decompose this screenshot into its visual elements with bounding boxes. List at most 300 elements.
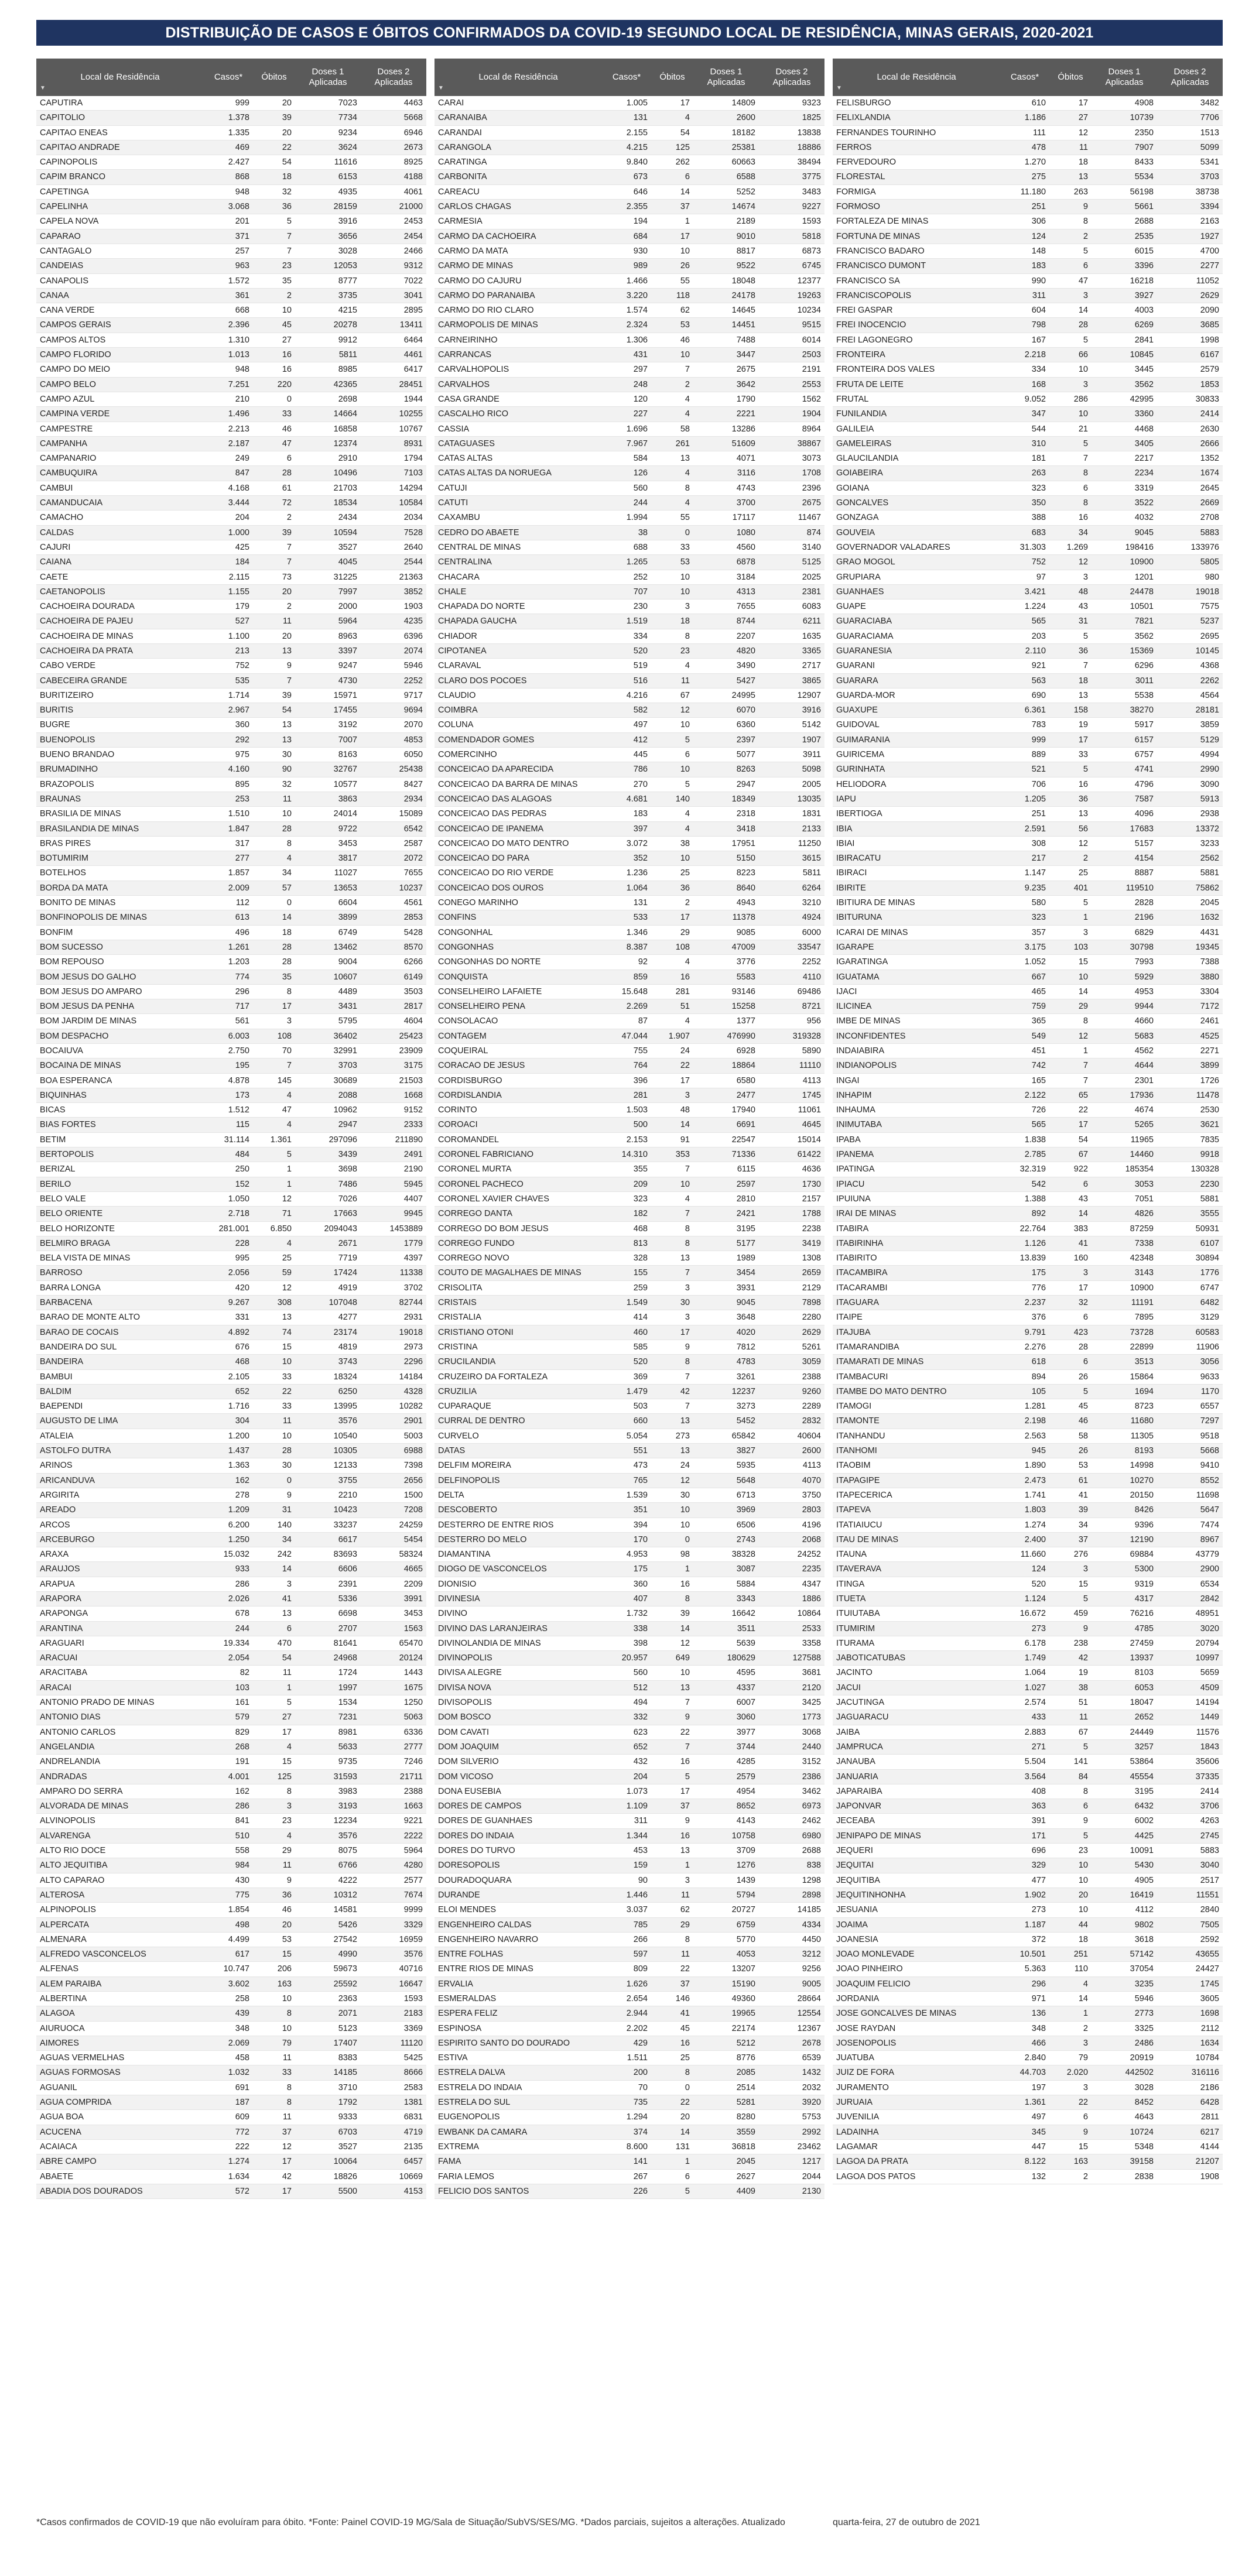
table-row [36, 1355, 426, 1369]
dose1-value: 14645 [693, 303, 759, 318]
deaths-value: 13 [1049, 807, 1092, 821]
header-dose2[interactable]: Doses 2 Aplicadas [759, 59, 824, 96]
dose2-value: 15089 [361, 807, 426, 821]
cases-value: 275 [1000, 170, 1049, 184]
table-row [36, 1606, 426, 1621]
deaths-value: 9 [651, 1340, 693, 1354]
municipality-name: ITABIRITO [833, 1251, 1000, 1266]
table-row [435, 111, 824, 125]
dose1-value: 49360 [693, 1992, 759, 2006]
municipality-name: CONGONHAS [435, 940, 602, 954]
table-row [435, 584, 824, 599]
table-row [435, 1296, 824, 1310]
cases-value: 3.037 [602, 1903, 651, 1917]
municipality-name: BONFIM [36, 925, 204, 940]
deaths-value: 59 [253, 1266, 295, 1280]
cases-value: 38 [602, 525, 651, 540]
table-row [435, 1059, 824, 1073]
dose2-value: 2629 [1157, 288, 1223, 303]
table-row [36, 303, 426, 318]
dose2-value: 82744 [361, 1296, 426, 1310]
table-row [36, 184, 426, 199]
municipality-name: FORTALEZA DE MINAS [833, 214, 1000, 229]
cases-value: 2.785 [1000, 1147, 1049, 1162]
table-row [435, 407, 824, 422]
municipality-name: CARMESIA [435, 214, 602, 229]
dose1-value: 6766 [295, 1858, 361, 1873]
deaths-value: 36 [253, 1888, 295, 1902]
cases-value: 563 [1000, 673, 1049, 688]
dose1-value: 1377 [693, 1014, 759, 1029]
table-row [833, 1118, 1223, 1132]
table-row [435, 673, 824, 688]
deaths-value: 39 [1049, 1503, 1092, 1517]
dose1-value: 6002 [1092, 1814, 1157, 1828]
dose2-value: 1562 [759, 392, 824, 406]
dose2-value: 43779 [1157, 1547, 1223, 1562]
municipality-name: JEQUERI [833, 1844, 1000, 1858]
municipality-name: DOM CAVATI [435, 1725, 602, 1739]
dose2-value: 2414 [1157, 1784, 1223, 1799]
dose2-value: 61422 [759, 1147, 824, 1162]
cases-value: 2.750 [204, 1044, 253, 1059]
cases-value: 203 [1000, 629, 1049, 643]
deaths-value: 4 [651, 1191, 693, 1206]
municipality-name: BANDEIRA DO SUL [36, 1340, 204, 1354]
table-row [36, 525, 426, 540]
dose1-value: 7821 [1092, 614, 1157, 629]
table-row [36, 732, 426, 747]
municipality-name: CORREGO DANTA [435, 1207, 602, 1221]
cases-value: 363 [1000, 1799, 1049, 1814]
deaths-value: 5 [1049, 244, 1092, 258]
dose1-value: 3319 [1092, 481, 1157, 495]
cases-value: 2.400 [1000, 1532, 1049, 1547]
table-row [36, 318, 426, 333]
dose1-value: 5336 [295, 1591, 361, 1606]
dose2-value: 3041 [361, 288, 426, 303]
dose1-value: 3817 [295, 851, 361, 866]
header-local[interactable]: ▼ Local de Residência [833, 59, 1000, 96]
dose2-value: 10237 [361, 881, 426, 895]
cases-value: 311 [602, 1814, 651, 1828]
cases-value: 660 [602, 1414, 651, 1429]
cases-value: 585 [602, 1340, 651, 1354]
cases-value: 597 [602, 1947, 651, 1962]
cases-value: 2.654 [602, 1992, 651, 2006]
cases-value: 1.539 [602, 1488, 651, 1502]
dose1-value: 3522 [1092, 496, 1157, 511]
table-row [36, 2110, 426, 2125]
dose2-value: 5890 [759, 1044, 824, 1059]
municipality-name: GUIMARANIA [833, 732, 1000, 747]
dose1-value: 4032 [1092, 511, 1157, 525]
municipality-name: CONCEICAO DE IPANEMA [435, 821, 602, 836]
table-row [833, 1562, 1223, 1577]
deaths-value: 12 [1049, 555, 1092, 570]
deaths-value: 29 [253, 1844, 295, 1858]
deaths-value: 36 [1049, 792, 1092, 806]
deaths-value: 459 [1049, 1606, 1092, 1621]
dose1-value: 17407 [295, 2036, 361, 2050]
header-dose2[interactable]: Doses 2 Aplicadas [361, 59, 426, 96]
header-deaths[interactable]: Óbitos [1049, 59, 1092, 96]
footer-date: quarta-feira, 27 de outubro de 2021 [833, 2517, 980, 2527]
municipality-name: CORINTO [435, 1103, 602, 1118]
dose1-value: 65842 [693, 1429, 759, 1443]
table-row [36, 2125, 426, 2139]
table-row [435, 362, 824, 377]
deaths-value: 108 [253, 1029, 295, 1043]
table-row [435, 910, 824, 925]
municipality-name: ITAMONTE [833, 1414, 1000, 1429]
dose1-value: 297096 [295, 1132, 361, 1147]
cases-value: 270 [602, 777, 651, 792]
municipality-name: FRONTEIRA DOS VALES [833, 362, 1000, 377]
dose1-value: 4643 [1092, 2110, 1157, 2125]
dose2-value: 3703 [1157, 170, 1223, 184]
table-row [435, 940, 824, 954]
municipality-name: CASSIA [435, 422, 602, 436]
municipality-name: CORONEL FABRICIANO [435, 1147, 602, 1162]
dose1-value: 6157 [1092, 732, 1157, 747]
municipality-name: JOAIMA [833, 1917, 1000, 1932]
dose1-value: 2477 [693, 1088, 759, 1102]
deaths-value: 18 [253, 170, 295, 184]
cases-value: 549 [1000, 1029, 1049, 1043]
cases-value: 124 [1000, 229, 1049, 244]
dose1-value: 4919 [295, 1280, 361, 1295]
cases-value: 334 [602, 629, 651, 643]
dose1-value: 5538 [1092, 688, 1157, 703]
cases-value: 1.100 [204, 629, 253, 643]
cases-value: 44.703 [1000, 2065, 1049, 2080]
cases-value: 82 [204, 1666, 253, 1680]
dose1-value: 7719 [295, 1251, 361, 1266]
deaths-value: 20 [1049, 1888, 1092, 1902]
dose2-value: 2938 [1157, 807, 1223, 821]
municipality-name: FRANCISCOPOLIS [833, 288, 1000, 303]
deaths-value: 276 [1049, 1547, 1092, 1562]
deaths-value: 42 [651, 1384, 693, 1399]
deaths-value: 17 [253, 999, 295, 1014]
cases-value: 498 [204, 1917, 253, 1932]
header-dose1[interactable]: Doses 1 Aplicadas [693, 59, 759, 96]
deaths-value: 14 [1049, 303, 1092, 318]
dose2-value: 6417 [361, 362, 426, 377]
dose1-value: 5348 [1092, 2139, 1157, 2154]
deaths-value: 44 [1049, 1917, 1092, 1932]
municipality-name: CONTAGEM [435, 1029, 602, 1043]
dose2-value: 2931 [361, 1310, 426, 1325]
dose2-value: 5659 [1157, 1666, 1223, 1680]
table-row [435, 1577, 824, 1591]
dose1-value: 12190 [1092, 1532, 1157, 1547]
dose1-value: 18182 [693, 125, 759, 140]
header-deaths[interactable]: Óbitos [253, 59, 295, 96]
table-row [435, 318, 824, 333]
header-local[interactable]: ▼ Local de Residência [36, 59, 204, 96]
table-row [435, 377, 824, 392]
municipality-name: CATAGUASES [435, 436, 602, 451]
cases-value: 306 [1000, 214, 1049, 229]
deaths-value: 13 [1049, 688, 1092, 703]
cases-value: 785 [602, 1917, 651, 1932]
municipality-name: CARAI [435, 96, 602, 111]
dose1-value: 12237 [693, 1384, 759, 1399]
cases-value: 126 [602, 466, 651, 481]
table-row [833, 1755, 1223, 1769]
deaths-value: 10 [651, 244, 693, 258]
deaths-value: 5 [1049, 1384, 1092, 1399]
dose1-value: 9912 [295, 333, 361, 347]
dose1-value: 18324 [295, 1369, 361, 1384]
dose2-value: 2811 [1157, 2110, 1223, 2125]
dose2-value: 7528 [361, 525, 426, 540]
municipality-name: BERTOPOLIS [36, 1147, 204, 1162]
dose2-value: 2157 [759, 1191, 824, 1206]
dose1-value: 18864 [693, 1059, 759, 1073]
dose2-value: 2842 [1157, 1591, 1223, 1606]
municipality-name: ANDRADAS [36, 1769, 204, 1784]
municipality-name: ITAPECERICA [833, 1488, 1000, 1502]
municipality-name: JOAO MONLEVADE [833, 1947, 1000, 1962]
dose2-value: 7706 [1157, 111, 1223, 125]
table-row [833, 1962, 1223, 1976]
dose2-value: 2183 [361, 2006, 426, 2021]
header-local[interactable]: ▼ Local de Residência [435, 59, 602, 96]
municipality-name: BAMBUI [36, 1369, 204, 1384]
table-row [36, 2036, 426, 2050]
dose1-value: 2828 [1092, 896, 1157, 910]
dose2-value: 9518 [1157, 1429, 1223, 1443]
table-row [833, 2110, 1223, 2125]
dose2-value: 2068 [759, 1532, 824, 1547]
municipality-name: CONEGO MARINHO [435, 896, 602, 910]
dose2-value: 5881 [1157, 866, 1223, 881]
dose1-value: 4112 [1092, 1903, 1157, 1917]
dose2-value: 21000 [361, 200, 426, 214]
dose1-value: 2579 [693, 1769, 759, 1784]
deaths-value: 0 [651, 525, 693, 540]
header-dose2[interactable]: Doses 2 Aplicadas [1157, 59, 1223, 96]
municipality-name: JUVENILIA [833, 2110, 1000, 2125]
dose1-value: 2743 [693, 1532, 759, 1547]
dose2-value: 6873 [759, 244, 824, 258]
deaths-value: 23 [253, 259, 295, 273]
deaths-value: 54 [253, 703, 295, 718]
dose2-value: 2133 [759, 821, 824, 836]
municipality-name: GUIDOVAL [833, 718, 1000, 732]
cases-value: 3.072 [602, 836, 651, 851]
header-dose1[interactable]: Doses 1 Aplicadas [295, 59, 361, 96]
dose2-value: 2583 [361, 2080, 426, 2095]
dose2-value: 6745 [759, 259, 824, 273]
table-row [833, 273, 1223, 288]
municipality-name: JEQUITINHONHA [833, 1888, 1000, 1902]
municipality-name: JEQUITIBA [833, 1873, 1000, 1888]
dose1-value: 6250 [295, 1384, 361, 1399]
dose1-value: 2652 [1092, 1710, 1157, 1725]
table-row [36, 1207, 426, 1221]
dose1-value: 2217 [1092, 451, 1157, 466]
dose2-value: 18886 [759, 140, 824, 155]
table-row [435, 1251, 824, 1266]
table-row [36, 1888, 426, 1902]
dose1-value: 27459 [1092, 1636, 1157, 1650]
municipality-name: CRUCILANDIA [435, 1355, 602, 1369]
dose2-value: 7898 [759, 1296, 824, 1310]
table-row [833, 2095, 1223, 2110]
municipality-name: COMERCINHO [435, 748, 602, 762]
header-cases[interactable]: Casos* [1000, 59, 1049, 96]
table-row [36, 1947, 426, 1962]
table-row [435, 2154, 824, 2169]
dose1-value: 38270 [1092, 703, 1157, 718]
municipality-name: GUARACIABA [833, 614, 1000, 629]
dose2-value: 2388 [361, 1784, 426, 1799]
dose2-value: 1500 [361, 1488, 426, 1502]
header-cases[interactable]: Casos* [602, 59, 651, 96]
deaths-value: 54 [253, 155, 295, 170]
header-cases[interactable]: Casos* [204, 59, 253, 96]
municipality-name: ITANHOMI [833, 1444, 1000, 1458]
deaths-value: 251 [1049, 1947, 1092, 1962]
dose2-value: 6107 [1157, 1236, 1223, 1251]
municipality-name: ARINOS [36, 1458, 204, 1473]
dose2-value: 33547 [759, 940, 824, 954]
table-row [833, 1577, 1223, 1591]
dose1-value: 47009 [693, 940, 759, 954]
dose2-value: 5098 [759, 762, 824, 777]
table-row [36, 1666, 426, 1680]
municipality-name: DORES DE CAMPOS [435, 1799, 602, 1814]
deaths-value: 11 [651, 1947, 693, 1962]
deaths-value: 13 [651, 1414, 693, 1429]
deaths-value: 37 [253, 2125, 295, 2139]
deaths-value: 10 [253, 303, 295, 318]
dose1-value: 3454 [693, 1266, 759, 1280]
cases-value: 210 [204, 392, 253, 406]
municipality-name: IJACI [833, 984, 1000, 999]
dose1-value: 7655 [693, 600, 759, 614]
deaths-value: 7 [253, 229, 295, 244]
dose1-value: 9085 [693, 925, 759, 940]
dose2-value: 1907 [759, 732, 824, 747]
dose2-value: 8427 [361, 777, 426, 792]
dose1-value: 6759 [693, 1917, 759, 1932]
table-row [36, 836, 426, 851]
municipality-name: COQUEIRAL [435, 1044, 602, 1059]
dose1-value: 9333 [295, 2110, 361, 2125]
cases-value: 921 [1000, 659, 1049, 673]
dose1-value: 9396 [1092, 1517, 1157, 1532]
dose1-value: 3418 [693, 821, 759, 836]
dose1-value: 13653 [295, 881, 361, 895]
table-row [36, 2154, 426, 2169]
table-row [435, 1044, 824, 1059]
deaths-value: 20 [253, 1917, 295, 1932]
table-row [833, 540, 1223, 554]
municipality-name: ESTRELA DO INDAIA [435, 2080, 602, 2095]
dose2-value: 3425 [759, 1695, 824, 1710]
municipality-name: GUARACIAMA [833, 629, 1000, 643]
dose1-value: 17683 [1092, 821, 1157, 836]
municipality-name: GOIABEIRA [833, 466, 1000, 481]
dose2-value: 25423 [361, 1029, 426, 1043]
municipality-name: GOVERNADOR VALADARES [833, 540, 1000, 554]
dose2-value: 6973 [759, 1799, 824, 1814]
deaths-value: 4 [651, 466, 693, 481]
header-dose1[interactable]: Doses 1 Aplicadas [1092, 59, 1157, 96]
header-deaths[interactable]: Óbitos [651, 59, 693, 96]
table-row [36, 1784, 426, 1799]
municipality-name: AGUANIL [36, 2080, 204, 2095]
municipality-name: CORREGO DO BOM JESUS [435, 1221, 602, 1236]
table-row [833, 259, 1223, 273]
dose1-value: 24995 [693, 688, 759, 703]
municipality-name: FREI GASPAR [833, 303, 1000, 318]
dose1-value: 3192 [295, 718, 361, 732]
dose2-value: 8570 [361, 940, 426, 954]
dose1-value: 2085 [693, 2065, 759, 2080]
dose1-value: 3257 [1092, 1739, 1157, 1754]
cases-value: 1.274 [1000, 1517, 1049, 1532]
dose1-value: 24968 [295, 1651, 361, 1666]
table-row [435, 1458, 824, 1473]
deaths-value: 13 [651, 1680, 693, 1695]
dose1-value: 2841 [1092, 333, 1157, 347]
table-row [833, 1207, 1223, 1221]
municipality-name: FLORESTAL [833, 170, 1000, 184]
cases-value: 772 [204, 2125, 253, 2139]
dose2-value: 10997 [1157, 1651, 1223, 1666]
dose1-value: 5884 [693, 1577, 759, 1591]
municipality-name: CLARAVAL [435, 659, 602, 673]
dose2-value: 4368 [1157, 659, 1223, 673]
cases-value: 200 [602, 2065, 651, 2080]
table-row [435, 970, 824, 984]
dose1-value: 6070 [693, 703, 759, 718]
cases-value: 70 [602, 2080, 651, 2095]
table-row [36, 570, 426, 584]
dose2-value: 20124 [361, 1651, 426, 1666]
deaths-value: 2 [253, 600, 295, 614]
table-row [833, 1858, 1223, 1873]
deaths-value: 24 [651, 1458, 693, 1473]
dose1-value: 10724 [1092, 2125, 1157, 2139]
dose1-value: 5265 [1092, 1118, 1157, 1132]
cases-value: 2.198 [1000, 1414, 1049, 1429]
dose1-value: 3053 [1092, 1177, 1157, 1191]
table-row [833, 1680, 1223, 1695]
dose2-value: 2992 [759, 2125, 824, 2139]
table-row [36, 451, 426, 466]
table-row [36, 1414, 426, 1429]
municipality-name: FARIA LEMOS [435, 2169, 602, 2184]
deaths-value: 17 [651, 910, 693, 925]
municipality-name: CLAUDIO [435, 688, 602, 703]
table-row [435, 629, 824, 643]
municipality-name: CAPETINGA [36, 184, 204, 199]
deaths-value: 18 [1049, 673, 1092, 688]
municipality-name: ENTRE FOLHAS [435, 1947, 602, 1962]
dose2-value: 1170 [1157, 1384, 1223, 1399]
dose2-value: 3483 [759, 184, 824, 199]
dose1-value: 18826 [295, 2169, 361, 2184]
cases-value: 267 [602, 2169, 651, 2184]
table-row [435, 392, 824, 406]
